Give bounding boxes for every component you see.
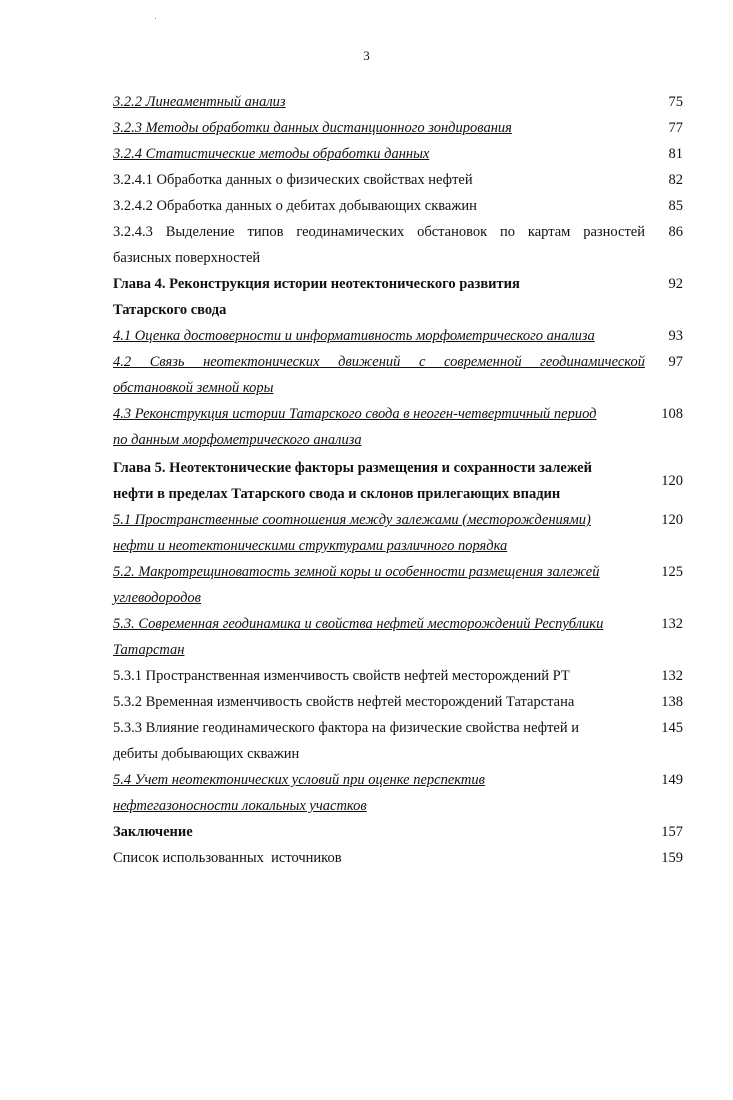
toc-page-number: 75 [668, 94, 683, 110]
scan-speck [155, 18, 156, 19]
toc-page-number: 138 [661, 694, 683, 710]
toc-entry-title-line-2: дебиты добывающих скважин [113, 746, 300, 762]
toc-entry-title-line-2: базисных поверхностей [113, 250, 261, 266]
toc-page-number: 92 [668, 276, 683, 292]
toc-entry-title: 3.2.2 Линеаментный анализ [113, 94, 286, 110]
toc-entry-title: Список использованных источников [113, 850, 342, 866]
toc-entry-title: 3.2.4.1 Обработка данных о физических свойствах нефтей [113, 172, 473, 188]
toc-entry-conclusion [113, 819, 693, 845]
toc-entry-title: 5.3.2 Временная изменчивость свойств нефтей месторождений Татарстана [113, 694, 575, 710]
toc-page-number: 132 [661, 616, 683, 632]
toc-page-number: 81 [668, 146, 683, 162]
toc-page-number: 77 [668, 120, 683, 136]
toc-page-number: 93 [668, 328, 683, 344]
toc-page-number: 149 [661, 772, 683, 788]
toc-entry-title-line-2: нефти и неотектоническими структурами различного порядка [113, 538, 508, 554]
toc-page-number: 85 [668, 198, 683, 214]
toc-entry-title-line-1: 5.3. Современная геодинамика и свойства нефтей месторождений Республики [113, 616, 604, 632]
toc-chapter-title-line-1: Глава 5. Неотектонические факторы размещения и сохранности залежей [113, 460, 592, 476]
toc-chapter-title-line-1: Глава 4. Реконструкция истории неотектонического развития [113, 276, 520, 292]
toc-page-number: 125 [661, 564, 683, 580]
toc-entry-title: 3.2.3 Методы обработки данных дистанционного зондирования [113, 120, 512, 136]
toc-entry-title-line-2: Татарстан [113, 642, 185, 658]
toc-page-number: 159 [661, 850, 683, 866]
toc-entry-5-1[interactable] [113, 507, 693, 559]
toc-entry-title-line-1: 3.2.4.3 Выделение типов геодинамических обстановок по картам разностей [113, 224, 645, 240]
toc-entry-3-2-4[interactable] [113, 141, 693, 167]
toc-entry-5-3-2 [113, 689, 693, 715]
toc-entry-title-line-1: 5.1 Пространственные соотношения между залежами (месторождениями) [113, 512, 591, 528]
toc-entry-title-line-2: по данным морфометрического анализа [113, 432, 362, 448]
toc-entry-title-line-1: 4.3 Реконструкция истории Татарского свода в неоген-четвертичный период [113, 406, 597, 422]
toc-page-number: 120 [661, 512, 683, 528]
toc-entry-title-line-1: 5.3.3 Влияние геодинамического фактора на физические свойства нефтей и [113, 720, 579, 736]
toc-page-number: 145 [661, 720, 683, 736]
toc-page-number: 120 [661, 473, 683, 489]
toc-entry-chapter-4 [113, 271, 693, 323]
toc-entry-5-2[interactable] [113, 559, 693, 611]
toc-entry-title: 4.1 Оценка достоверности и информативность морфометрического анализа [113, 328, 595, 344]
toc-entry-title-line-2: обстановкой земной коры [113, 380, 274, 396]
toc-page-number: 86 [668, 224, 683, 240]
toc-entry-chapter-5 [113, 455, 693, 507]
toc-entry-3-2-3[interactable] [113, 115, 693, 141]
toc-entry-5-3-3 [113, 715, 693, 767]
table-of-contents [113, 89, 693, 871]
toc-entry-3-2-2[interactable] [113, 89, 693, 115]
toc-entry-title-line-2: нефтегазоносности локальных участков [113, 798, 367, 814]
toc-entry-5-3-1 [113, 663, 693, 689]
toc-page-number: 97 [668, 354, 683, 370]
toc-entry-title-line-2: углеводородов [113, 590, 201, 606]
toc-entry-3-2-4-1 [113, 167, 693, 193]
toc-chapter-title-line-2: нефти в пределах Татарского свода и склонов прилегающих впадин [113, 486, 561, 502]
toc-chapter-title-line-2: Татарского свода [113, 302, 227, 318]
toc-entry-3-2-4-3 [113, 219, 693, 271]
toc-entry-references [113, 845, 693, 871]
toc-entry-4-2[interactable] [113, 349, 693, 401]
toc-entry-title: 5.3.1 Пространственная изменчивость свойств нефтей месторождений РТ [113, 668, 570, 684]
toc-page-number: 132 [661, 668, 683, 684]
page-number: 3 [363, 48, 370, 63]
toc-entry-title: Заключение [113, 824, 193, 840]
toc-entry-5-4[interactable] [113, 767, 693, 819]
toc-entry-3-2-4-2 [113, 193, 693, 219]
toc-entry-4-1[interactable] [113, 323, 693, 349]
toc-entry-title-line-1: 5.2. Макротрещиноватость земной коры и особенности размещения залежей [113, 564, 600, 580]
toc-page-number: 82 [668, 172, 683, 188]
toc-entry-5-3[interactable] [113, 611, 693, 663]
toc-page-number: 108 [661, 406, 683, 422]
toc-entry-title: 3.2.4.2 Обработка данных о дебитах добывающих скважин [113, 198, 477, 214]
toc-entry-title-line-1: 4.2 Связь неотектонических движений с современной геодинамической [113, 354, 645, 370]
toc-entry-title-line-1: 5.4 Учет неотектонических условий при оценке перспектив [113, 772, 485, 788]
toc-entry-4-3[interactable] [113, 401, 693, 453]
toc-entry-title: 3.2.4 Статистические методы обработки данных [113, 146, 430, 162]
toc-page-number: 157 [661, 824, 683, 840]
